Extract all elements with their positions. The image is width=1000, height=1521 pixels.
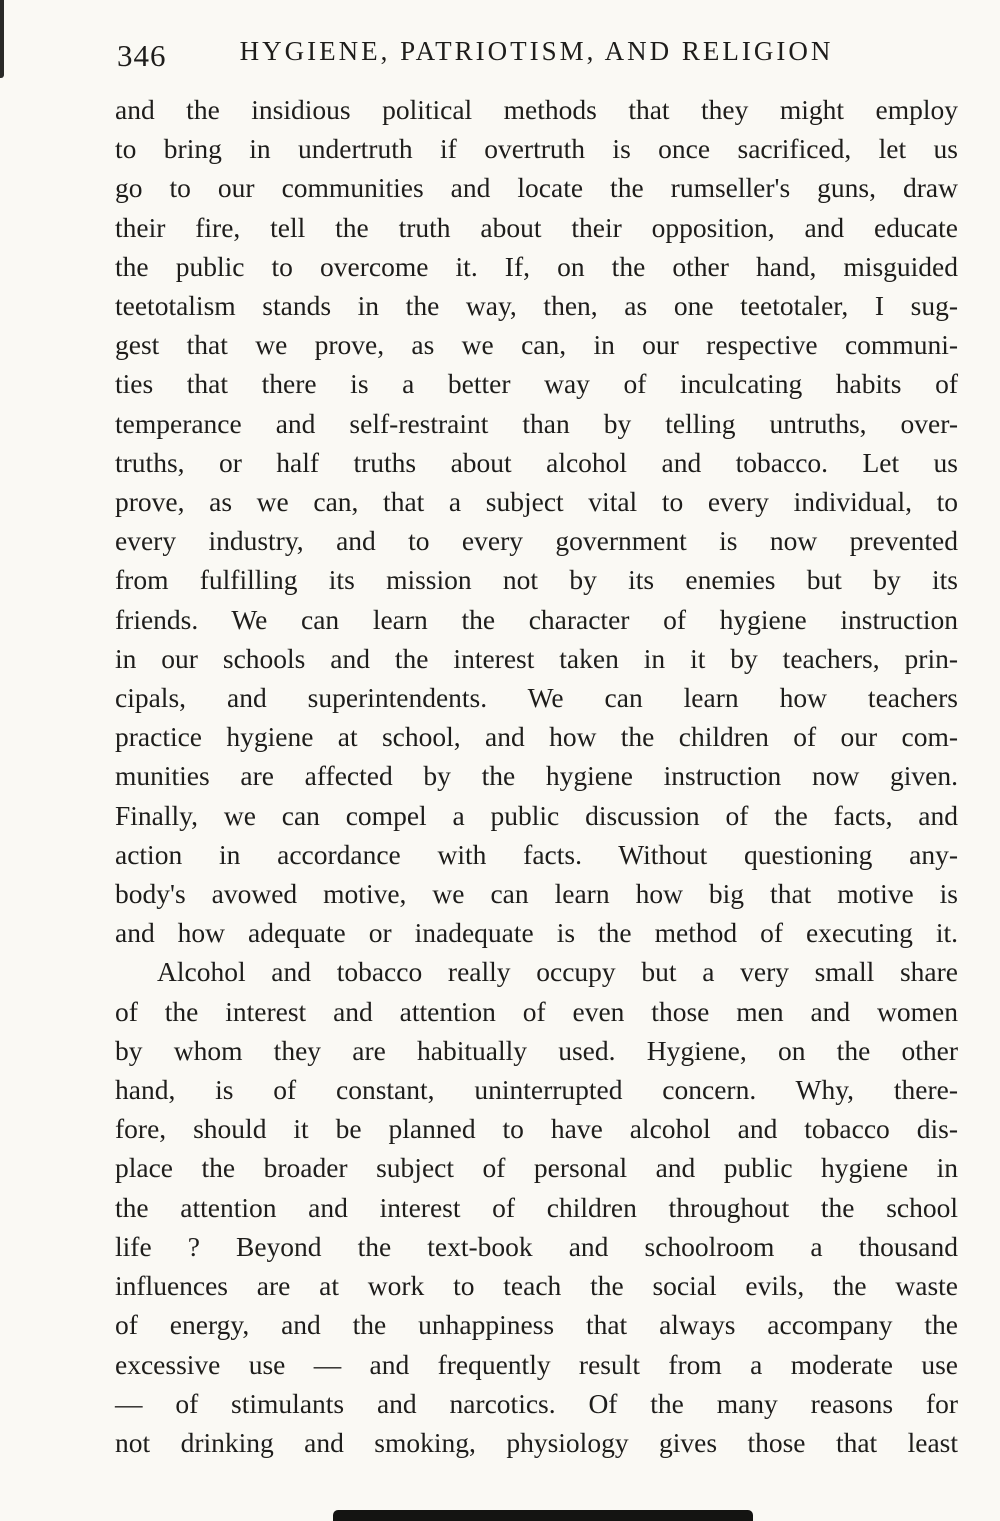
scan-artifact-bottom bbox=[333, 1510, 753, 1521]
text-line: Finally, we can compel a public discussion of the facts, and bbox=[115, 799, 958, 831]
text-line: place the broader subject of personal and public hygiene in bbox=[115, 1152, 958, 1184]
text-line: influences are at work to teach the social evils, the waste bbox=[115, 1270, 958, 1302]
text-line: action in accordance with facts. Without questioning any- bbox=[115, 838, 958, 870]
text-line: of energy, and the unhappiness that always accompany the bbox=[115, 1309, 958, 1341]
text-line: temperance and self-restraint than by telling untruths, over- bbox=[115, 407, 958, 439]
text-line: hand, is of constant, uninterrupted concern. Why, there- bbox=[115, 1074, 958, 1106]
text-line: munities are affected by the hygiene instruction now given. bbox=[115, 760, 958, 792]
text-line: body's avowed motive, we can learn how big that motive is bbox=[115, 878, 958, 910]
text-line: to bring in undertruth if overtruth is once sacrificed, let us bbox=[115, 133, 958, 165]
paragraph bbox=[115, 952, 958, 1462]
page-header bbox=[115, 22, 958, 74]
text-line: and how adequate or inadequate is the method of executing it. bbox=[115, 917, 958, 949]
text-line: go to our communities and locate the rumseller's guns, draw bbox=[115, 172, 958, 204]
text-line: their fire, tell the truth about their opposition, and educate bbox=[115, 211, 958, 243]
text-line: cipals, and superintendents. We can learn how teachers bbox=[115, 682, 958, 714]
page-content bbox=[115, 22, 958, 1462]
scan-artifact-edge bbox=[0, 0, 4, 78]
text-line: in our schools and the interest taken in it by teachers, prin- bbox=[115, 642, 958, 674]
text-line: Alcohol and tobacco really occupy but a very small share bbox=[157, 956, 958, 988]
text-line: life ? Beyond the text-book and schoolroom a thousand bbox=[115, 1230, 958, 1262]
text-line: by whom they are habitually used. Hygiene, on the other bbox=[115, 1034, 958, 1066]
text-line: ties that there is a better way of inculcating habits of bbox=[115, 368, 958, 400]
text-line: from fulfilling its mission not by its enemies but by its bbox=[115, 564, 958, 596]
text-line: and the insidious political methods that they might employ bbox=[115, 94, 958, 125]
text-line: fore, should it be planned to have alcohol and tobacco dis- bbox=[115, 1113, 958, 1145]
text-line: teetotalism stands in the way, then, as one teetotaler, I sug- bbox=[115, 290, 958, 322]
text-line: the public to overcome it. If, on the other hand, misguided bbox=[115, 250, 958, 282]
text-line: gest that we prove, as we can, in our respective communi- bbox=[115, 329, 958, 361]
running-head-title: HYGIENE, PATRIOTISM, AND RELIGION bbox=[239, 36, 834, 66]
text-line: excessive use — and frequently result from a moderate use bbox=[115, 1348, 958, 1380]
text-line: practice hygiene at school, and how the children of our com- bbox=[115, 721, 958, 753]
text-line: the attention and interest of children throughout the school bbox=[115, 1191, 958, 1223]
paragraph bbox=[115, 90, 958, 952]
text-line: every industry, and to every government is now prevented bbox=[115, 525, 958, 557]
text-line: friends. We can learn the character of hygiene instruction bbox=[115, 603, 958, 635]
body-text bbox=[115, 90, 958, 1462]
text-line: not drinking and smoking, physiology gives those that least bbox=[115, 1426, 958, 1458]
page-number: 346 bbox=[117, 38, 167, 73]
text-line: prove, as we can, that a subject vital to every individual, to bbox=[115, 486, 958, 518]
text-line: truths, or half truths about alcohol and tobacco. Let us bbox=[115, 446, 958, 478]
text-line: — of stimulants and narcotics. Of the many reasons for bbox=[115, 1387, 958, 1419]
text-line: of the interest and attention of even those men and women bbox=[115, 995, 958, 1027]
